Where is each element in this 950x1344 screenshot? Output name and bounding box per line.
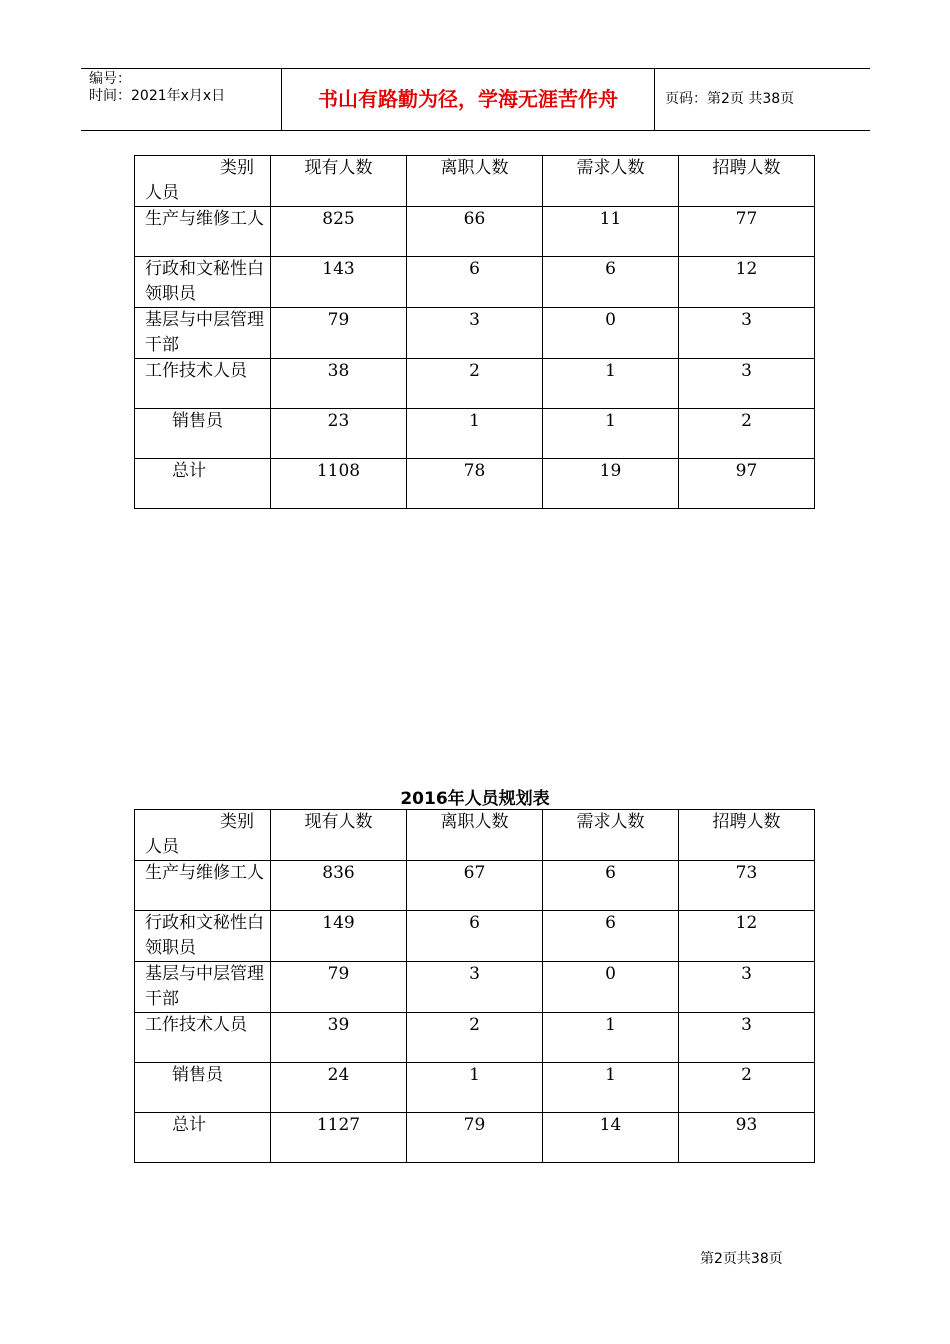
table-cell: 23 [271,409,407,459]
table-row [135,409,815,459]
row-label: 生产与维修工人 [135,861,271,911]
table-cell: 1 [407,1063,543,1113]
table-row [135,257,815,308]
table-cell: 2 [679,409,815,459]
serial-label: 编号： [89,71,131,87]
corner-category-label: 类别 [220,812,254,832]
column-header: 离职人数 [407,810,543,861]
row-label: 总计 [135,459,271,509]
table-row [135,308,815,359]
corner-person-label: 人员 [145,837,179,857]
row-label: 基层与中层管理干部 [135,962,271,1013]
table-cell: 836 [271,861,407,911]
row-label: 基层与中层管理干部 [135,308,271,359]
column-header: 需求人数 [543,810,679,861]
row-label: 销售员 [135,409,271,459]
table-cell: 1108 [271,459,407,509]
row-label: 工作技术人员 [135,359,271,409]
table-header-row [135,156,815,207]
table-cell: 77 [679,207,815,257]
table-cell: 79 [407,1113,543,1163]
table-cell: 6 [543,257,679,308]
table-cell: 39 [271,1013,407,1063]
table-cell: 12 [679,911,815,962]
column-header: 招聘人数 [679,810,815,861]
table-cell: 1 [543,409,679,459]
header-info [89,71,225,105]
table-cell: 6 [407,911,543,962]
table-header-row [135,810,815,861]
staffing-table-1 [134,155,815,509]
table-cell: 3 [679,359,815,409]
table-cell: 1 [543,1063,679,1113]
table-row [135,861,815,911]
table-cell: 3 [407,962,543,1013]
table-cell: 24 [271,1063,407,1113]
table-cell: 93 [679,1113,815,1163]
page-footer: 第2页共38页 [700,1251,783,1267]
column-header: 现有人数 [271,810,407,861]
table-row-total [135,459,815,509]
column-header: 需求人数 [543,156,679,207]
row-label: 生产与维修工人 [135,207,271,257]
table-cell: 3 [679,308,815,359]
page-header [81,68,870,131]
table-cell: 2 [407,1013,543,1063]
row-label: 工作技术人员 [135,1013,271,1063]
table-cell: 6 [407,257,543,308]
header-divider [654,69,655,130]
table-cell: 66 [407,207,543,257]
table-cell: 2 [679,1063,815,1113]
column-header: 招聘人数 [679,156,815,207]
table-cell: 3 [407,308,543,359]
table-cell: 73 [679,861,815,911]
table-cell: 3 [679,962,815,1013]
table-cell: 38 [271,359,407,409]
row-label: 行政和文秘性白领职员 [135,257,271,308]
table-cell: 6 [543,861,679,911]
table-row-total [135,1113,815,1163]
table-cell: 79 [271,962,407,1013]
table-cell: 1 [407,409,543,459]
row-label: 销售员 [135,1063,271,1113]
table-cell: 14 [543,1113,679,1163]
table-cell: 2 [407,359,543,409]
table-cell: 1127 [271,1113,407,1163]
column-header: 现有人数 [271,156,407,207]
header-page-number: 页码：第2页 共38页 [665,91,795,107]
table-cell: 79 [271,308,407,359]
corner-category-label: 类别 [220,158,254,178]
staffing-table-2016 [134,809,815,1163]
corner-cell [135,156,271,207]
table-cell: 67 [407,861,543,911]
table-title: 2016年人员规划表 [400,789,550,809]
table-cell: 143 [271,257,407,308]
table-cell: 78 [407,459,543,509]
date-label: 时间：2021年x月x日 [89,88,226,104]
table-cell: 0 [543,962,679,1013]
table-cell: 149 [271,911,407,962]
header-motto: 书山有路勤为径，学海无涯苦作舟 [318,87,618,111]
table-cell: 97 [679,459,815,509]
column-header: 离职人数 [407,156,543,207]
table-cell: 11 [543,207,679,257]
table-row [135,962,815,1013]
table-row [135,207,815,257]
row-label: 行政和文秘性白领职员 [135,911,271,962]
corner-cell [135,810,271,861]
table-cell: 19 [543,459,679,509]
table-row [135,359,815,409]
table-cell: 12 [679,257,815,308]
table-cell: 3 [679,1013,815,1063]
table-cell: 0 [543,308,679,359]
table-cell: 1 [543,1013,679,1063]
row-label: 总计 [135,1113,271,1163]
table-cell: 1 [543,359,679,409]
table-row [135,1013,815,1063]
table-cell: 825 [271,207,407,257]
corner-person-label: 人员 [145,183,179,203]
table-cell: 6 [543,911,679,962]
table-row [135,911,815,962]
table-row [135,1063,815,1113]
